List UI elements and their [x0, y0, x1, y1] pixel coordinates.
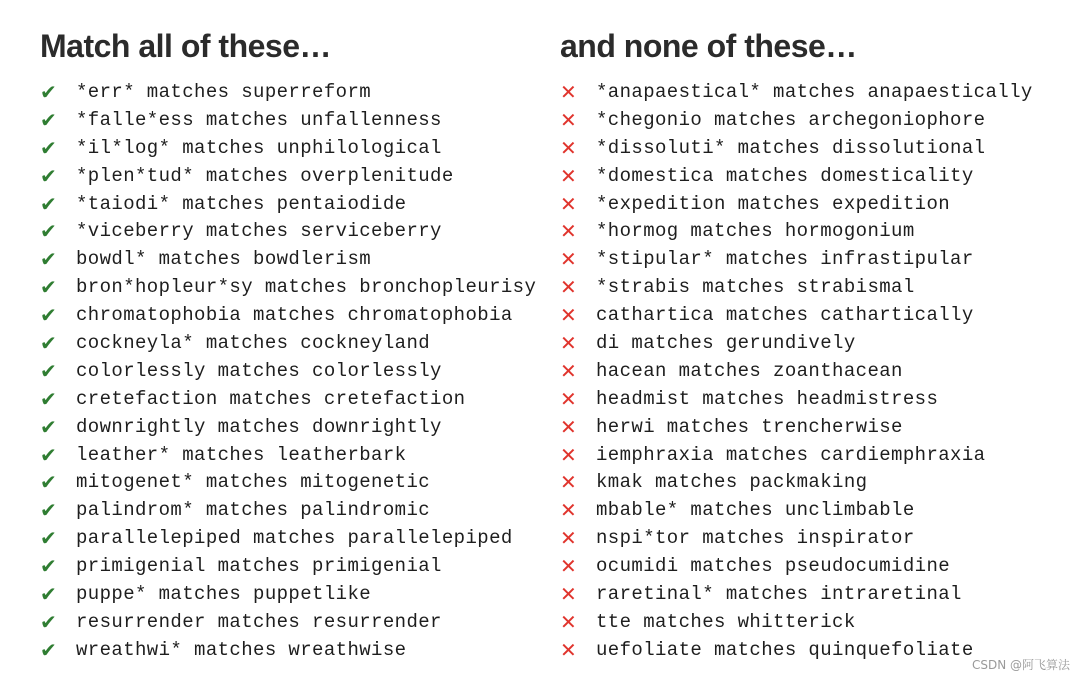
list-item	[560, 106, 1033, 134]
list-item	[40, 106, 536, 134]
pattern-text: mbable* matches unclimbable	[596, 499, 915, 522]
pattern-text: resurrender matches resurrender	[76, 610, 442, 633]
checkmark-icon: ✔	[40, 526, 57, 551]
pattern-text: bron*hopleur*sy matches bronchopleurisy	[76, 276, 537, 299]
pattern-text: downrightly matches downrightly	[76, 415, 442, 438]
list-item	[560, 524, 1033, 552]
checkmark-icon: ✔	[40, 191, 57, 216]
cross-icon: ✕	[560, 247, 577, 272]
list-item	[40, 357, 536, 385]
checkmark-icon: ✔	[40, 581, 57, 606]
list-item	[40, 301, 536, 329]
pattern-text: parallelepiped matches parallelepiped	[76, 527, 513, 550]
pattern-text: mitogenet* matches mitogenetic	[76, 471, 431, 494]
list-item	[40, 580, 536, 608]
pattern-text: *plen*tud* matches overplenitude	[76, 164, 454, 187]
list-item	[560, 217, 1033, 245]
list-item	[560, 552, 1033, 580]
checkmark-icon: ✔	[40, 386, 57, 411]
checkmark-icon: ✔	[40, 163, 57, 188]
checkmark-icon: ✔	[40, 414, 57, 439]
pattern-text: cathartica matches cathartically	[596, 304, 974, 327]
checkmark-icon: ✔	[40, 330, 57, 355]
list-item	[40, 608, 536, 636]
nonmatch-heading: and none of these…	[560, 28, 857, 64]
list-item	[560, 468, 1033, 496]
pattern-text: *domestica matches domesticality	[596, 164, 974, 187]
checkmark-icon: ✔	[40, 470, 57, 495]
cross-icon: ✕	[560, 609, 577, 634]
list-item	[560, 245, 1033, 273]
checkmark-icon: ✔	[40, 135, 57, 160]
pattern-text: *taiodi* matches pentaiodide	[76, 192, 407, 215]
list-item	[560, 580, 1033, 608]
checkmark-icon: ✔	[40, 554, 57, 579]
pattern-text: di matches gerundively	[596, 331, 856, 354]
list-item	[560, 329, 1033, 357]
list-item	[560, 385, 1033, 413]
list-item	[560, 78, 1033, 106]
pattern-text: hacean matches zoanthacean	[596, 359, 903, 382]
cross-icon: ✕	[560, 330, 577, 355]
pattern-text: wreathwi* matches wreathwise	[76, 638, 407, 661]
cross-icon: ✕	[560, 303, 577, 328]
list-item	[560, 134, 1033, 162]
cross-icon: ✕	[560, 637, 577, 662]
cross-icon: ✕	[560, 275, 577, 300]
pattern-text: nspi*tor matches inspirator	[596, 527, 915, 550]
list-item	[560, 636, 1033, 664]
checkmark-icon: ✔	[40, 637, 57, 662]
list-item	[560, 162, 1033, 190]
cross-icon: ✕	[560, 358, 577, 383]
pattern-text: cretefaction matches cretefaction	[76, 387, 466, 410]
nonmatch-column	[560, 22, 1033, 664]
cross-icon: ✕	[560, 219, 577, 244]
checkmark-icon: ✔	[40, 498, 57, 523]
pattern-text: *expedition matches expedition	[596, 192, 951, 215]
pattern-text: tte matches whitterick	[596, 610, 856, 633]
list-item	[40, 441, 536, 469]
cross-icon: ✕	[560, 470, 577, 495]
list-item	[560, 273, 1033, 301]
list-item	[40, 524, 536, 552]
list-item	[560, 301, 1033, 329]
pattern-text: kmak matches packmaking	[596, 471, 868, 494]
list-item	[560, 441, 1033, 469]
list-item	[40, 134, 536, 162]
list-item	[560, 496, 1033, 524]
nonmatch-list	[560, 78, 1033, 664]
list-item	[40, 636, 536, 664]
pattern-text: *il*log* matches unphilological	[76, 136, 442, 159]
checkmark-icon: ✔	[40, 79, 57, 104]
checkmark-icon: ✔	[40, 303, 57, 328]
cross-icon: ✕	[560, 135, 577, 160]
list-item	[560, 608, 1033, 636]
pattern-text: *stipular* matches infrastipular	[596, 248, 974, 271]
cross-icon: ✕	[560, 554, 577, 579]
list-item	[40, 552, 536, 580]
pattern-text: *dissoluti* matches dissolutional	[596, 136, 986, 159]
pattern-text: ocumidi matches pseudocumidine	[596, 555, 951, 578]
match-column	[40, 22, 536, 664]
pattern-text: herwi matches trencherwise	[596, 415, 903, 438]
cross-icon: ✕	[560, 386, 577, 411]
cross-icon: ✕	[560, 526, 577, 551]
pattern-text: cockneyla* matches cockneyland	[76, 331, 431, 354]
checkmark-icon: ✔	[40, 358, 57, 383]
pattern-text: primigenial matches primigenial	[76, 555, 442, 578]
cross-icon: ✕	[560, 107, 577, 132]
pattern-text: *chegonio matches archegoniophore	[596, 108, 986, 131]
pattern-text: raretinal* matches intraretinal	[596, 582, 962, 605]
checkmark-icon: ✔	[40, 247, 57, 272]
cross-icon: ✕	[560, 79, 577, 104]
list-item	[40, 413, 536, 441]
list-item	[40, 78, 536, 106]
checkmark-icon: ✔	[40, 107, 57, 132]
list-item	[40, 273, 536, 301]
list-item	[40, 329, 536, 357]
pattern-text: *hormog matches hormogonium	[596, 220, 915, 243]
list-item	[40, 217, 536, 245]
match-list	[40, 78, 536, 664]
pattern-text: palindrom* matches palindromic	[76, 499, 431, 522]
match-heading: Match all of these…	[40, 28, 331, 64]
list-item	[560, 357, 1033, 385]
list-item	[40, 245, 536, 273]
pattern-text: puppe* matches puppetlike	[76, 582, 372, 605]
pattern-text: *err* matches superreform	[76, 80, 372, 103]
checkmark-icon: ✔	[40, 442, 57, 467]
list-item	[40, 496, 536, 524]
list-item	[40, 385, 536, 413]
cross-icon: ✕	[560, 442, 577, 467]
cross-icon: ✕	[560, 414, 577, 439]
pattern-text: *falle*ess matches unfallenness	[76, 108, 442, 131]
list-item	[40, 468, 536, 496]
watermark: CSDN @阿飞算法	[971, 658, 1070, 672]
checkmark-icon: ✔	[40, 609, 57, 634]
pattern-text: uefoliate matches quinquefoliate	[596, 638, 974, 661]
pattern-text: *strabis matches strabismal	[596, 276, 915, 299]
cross-icon: ✕	[560, 581, 577, 606]
pattern-text: *viceberry matches serviceberry	[76, 220, 442, 243]
checkmark-icon: ✔	[40, 275, 57, 300]
list-item	[560, 413, 1033, 441]
pattern-text: colorlessly matches colorlessly	[76, 359, 442, 382]
cross-icon: ✕	[560, 498, 577, 523]
pattern-text: *anapaestical* matches anapaestically	[596, 80, 1033, 103]
checkmark-icon: ✔	[40, 219, 57, 244]
pattern-text: bowdl* matches bowdlerism	[76, 248, 372, 271]
pattern-text: leather* matches leatherbark	[76, 443, 407, 466]
pattern-text: iemphraxia matches cardiemphraxia	[596, 443, 986, 466]
cross-icon: ✕	[560, 191, 577, 216]
list-item	[40, 190, 536, 218]
list-item	[560, 190, 1033, 218]
pattern-text: chromatophobia matches chromatophobia	[76, 304, 513, 327]
cross-icon: ✕	[560, 163, 577, 188]
pattern-text: headmist matches headmistress	[596, 387, 939, 410]
list-item	[40, 162, 536, 190]
